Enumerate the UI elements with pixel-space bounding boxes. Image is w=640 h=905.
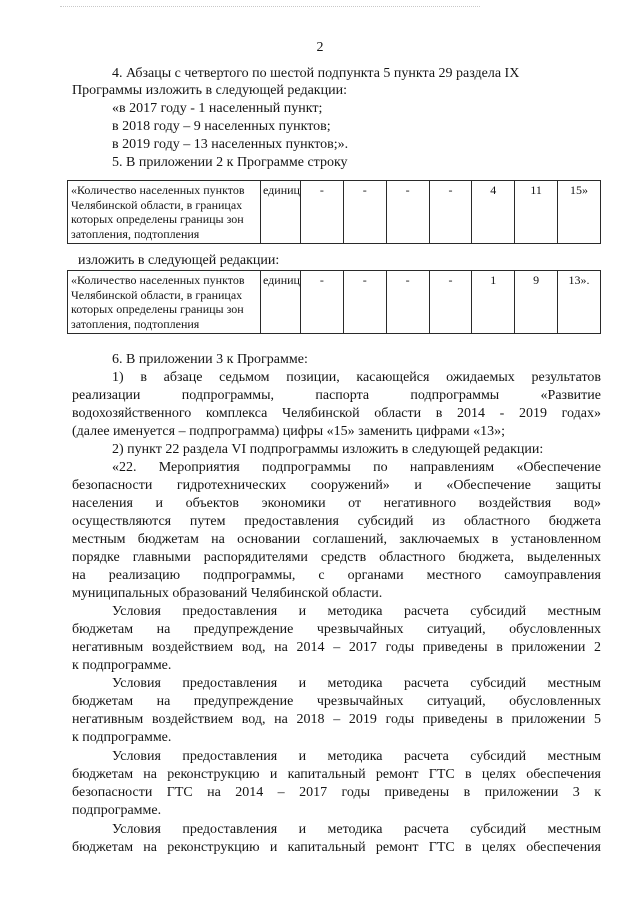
para4-quote-2019: в 2019 году – 13 населенных пунктов;». xyxy=(112,137,349,152)
table-row xyxy=(68,271,601,334)
para6-line10: осуществляются путем предоставления субсидий из областного бюджета xyxy=(72,514,601,529)
replace-label: изложить в следующей редакции: xyxy=(78,253,280,268)
para4-line2: Программы изложить в следующей редакции: xyxy=(72,83,347,98)
value-cell: - xyxy=(343,181,386,244)
indicator-name-line: затопления, подтопления xyxy=(71,316,200,331)
value-cell: - xyxy=(343,271,386,334)
para6-line2: 1) в абзаце седьмом позиции, касающейся ожидаемых результатов xyxy=(112,370,601,385)
unit-cell: единиц xyxy=(261,181,301,244)
para6-line14: муниципальных образований Челябинской области. xyxy=(72,586,383,601)
cond1-line2: бюджетам на предупреждение чрезвычайных ситуаций, обусловленных xyxy=(72,622,601,637)
value-cell: 1 xyxy=(472,271,515,334)
cond1-line1: Условия предоставления и методика расчета субсидий местным xyxy=(112,604,601,619)
para6-line12: порядке главными распорядителями средств областного бюджета, выделенных xyxy=(72,550,601,565)
value-cell: 11 xyxy=(515,181,558,244)
para6-line5: (далее именуется – подпрограмма) цифры «15» заменить цифрами «13»; xyxy=(72,424,506,439)
indicator-name-line: которых определены границы зон xyxy=(71,212,244,226)
table-row-old xyxy=(67,180,601,244)
indicator-name-cell xyxy=(68,181,261,244)
cond2-line2: бюджетам на предупреждение чрезвычайных ситуаций, обусловленных xyxy=(72,694,601,709)
value-cell: - xyxy=(386,271,429,334)
para5-line1: 5. В приложении 2 к Программе строку xyxy=(112,155,348,170)
cond2-line4: к подпрограмме. xyxy=(72,730,172,745)
table-row-new xyxy=(67,270,601,334)
value-cell: 13». xyxy=(558,271,601,334)
value-cell: - xyxy=(301,271,344,334)
cond1-line3: негативным воздействием вод, на 2014 – 2017 годы приведены в приложении 2 xyxy=(72,640,601,655)
value-cell: - xyxy=(301,181,344,244)
para4-quote-2017: «в 2017 году - 1 населенный пункт; xyxy=(112,101,323,116)
cond3-line1: Условия предоставления и методика расчета субсидий местным xyxy=(112,749,601,764)
para6-line6: 2) пункт 22 раздела VI подпрограммы изложить в следующей редакции: xyxy=(112,442,544,457)
para6-line3: реализации подпрограммы, паспорта подпрограммы «Развитие xyxy=(72,388,601,403)
scan-artifact-line xyxy=(60,6,480,8)
indicator-name-line: которых определены границы зон xyxy=(71,302,244,316)
value-cell: - xyxy=(429,271,472,334)
value-cell: 4 xyxy=(472,181,515,244)
para6-line11: местным бюджетам на основании соглашений, заключаемых в установленном xyxy=(72,532,601,547)
cond3-line4: подпрограмме. xyxy=(72,803,162,818)
para6-line9: населения и объектов экономики от негативного воздействия вод» xyxy=(72,496,601,511)
para6-line4: водохозяйственного комплекса Челябинской области в 2014 - 2019 годах» xyxy=(72,406,601,421)
cond3-line2: бюджетам на реконструкцию и капитальный ремонт ГТС в целях обеспечения xyxy=(72,767,601,782)
cond2-line1: Условия предоставления и методика расчета субсидий местным xyxy=(112,676,601,691)
cond2-line3: негативным воздействием вод, на 2018 – 2019 годы приведены в приложении 5 xyxy=(72,712,601,727)
para6-line13: на реализацию подпрограммы, с органами местного самоуправления xyxy=(72,568,601,583)
value-cell: - xyxy=(429,181,472,244)
indicator-name-line: Челябинской области, в границах xyxy=(71,197,243,212)
cond4-line2: бюджетам на реконструкцию и капитальный ремонт ГТС в целях обеспечения xyxy=(72,840,601,855)
cond3-line3: безопасности ГТС на 2014 – 2017 годы приведены в приложении 3 к xyxy=(72,785,601,800)
value-cell: - xyxy=(386,181,429,244)
indicator-name-cell xyxy=(68,271,261,334)
para6-line7: «22. Мероприятия подпрограммы по направлениям «Обеспечение xyxy=(112,460,601,475)
unit-cell: единиц xyxy=(261,271,301,334)
indicator-name-line: Челябинской области, в границах xyxy=(71,287,243,302)
indicator-name-line: затопления, подтопления xyxy=(71,226,200,241)
indicator-name-line: «Количество населенных пунктов xyxy=(71,273,245,287)
table-row xyxy=(68,181,601,244)
indicator-name-line: «Количество населенных пунктов xyxy=(71,183,245,197)
value-cell: 15» xyxy=(558,181,601,244)
para4-quote-2018: в 2018 году – 9 населенных пунктов; xyxy=(112,119,331,134)
value-cell: 9 xyxy=(515,271,558,334)
cond4-line1: Условия предоставления и методика расчета субсидий местным xyxy=(112,822,601,837)
page-number: 2 xyxy=(316,40,324,55)
para4-line1: 4. Абзацы с четвертого по шестой подпункта 5 пункта 29 раздела IX xyxy=(112,66,520,81)
para6-line8: безопасности гидротехнических сооружений» и «Обеспечение защиты xyxy=(72,478,601,493)
para6-line1: 6. В приложении 3 к Программе: xyxy=(112,352,308,367)
cond1-line4: к подпрограмме. xyxy=(72,658,172,673)
